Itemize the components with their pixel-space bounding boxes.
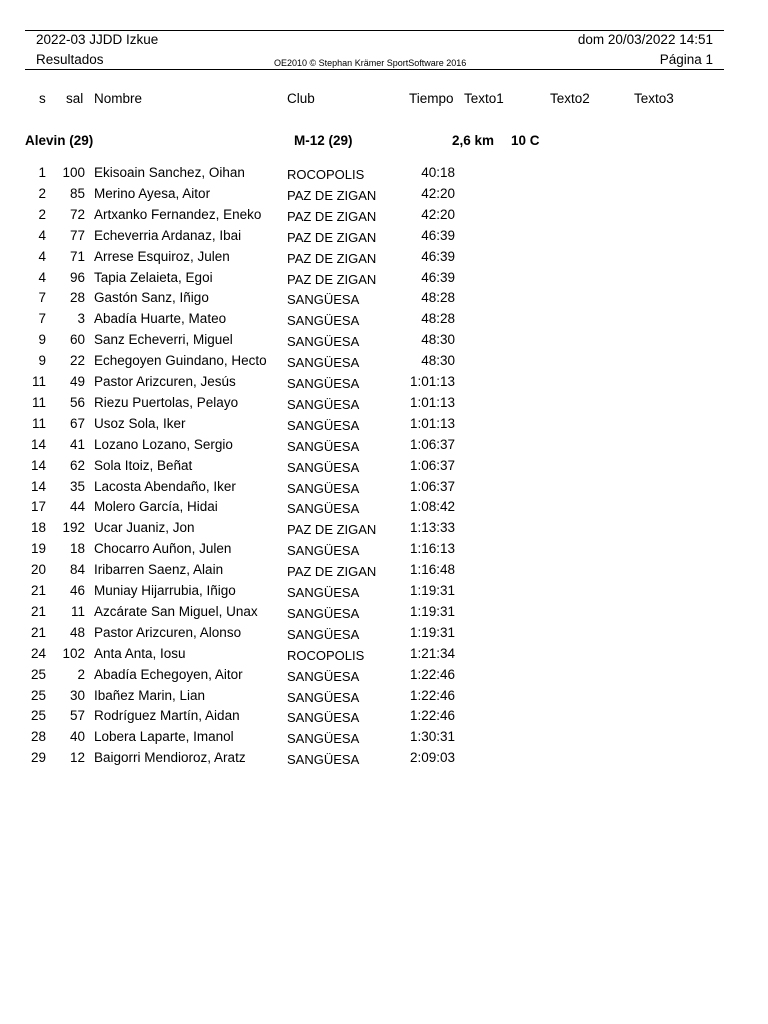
result-time: 1:06:37 [409,457,455,473]
col-time: Tiempo [409,91,454,106]
result-name: Baigorri Mendioroz, Aratz [94,750,246,766]
result-club: PAZ DE ZIGAN [287,271,377,287]
result-bib: 46 [69,583,85,598]
result-name: Iribarren Saenz, Alain [94,562,224,578]
result-name: Lacosta Abendaño, Iker [94,478,236,494]
result-place: 14 [30,436,46,452]
course-controls: 10 C [511,133,540,148]
table-row [0,309,768,330]
col-text2: Texto2 [550,91,590,106]
table-row [0,163,768,184]
header-bottom-rule [25,69,724,70]
result-club: PAZ DE ZIGAN [287,564,377,580]
result-bib: 72 [69,206,85,222]
result-bib: 28 [69,290,85,306]
result-bib: 41 [69,436,85,452]
software-credit: OE2010 © Stephan Krämer SportSoftware 2016 [274,58,467,68]
result-name: Ekisoain Sanchez, Oihan [94,165,245,180]
result-name: Riezu Puertolas, Pelayo [94,394,239,410]
result-name: Pastor Arizcuren, Jesús [94,374,236,389]
print-datetime: dom 20/03/2022 14:51 [577,32,713,47]
result-name: Sanz Echeverri, Miguel [94,332,233,348]
result-name: Muniay Hijarrubia, Iñigo [94,583,236,598]
table-row [0,414,768,435]
result-name: Echeverria Ardanaz, Ibai [94,227,242,243]
table-row [0,518,768,539]
result-name: Lozano Lozano, Sergio [94,436,233,452]
result-name: Gastón Sanz, Iñigo [94,290,209,306]
result-club: PAZ DE ZIGAN [287,229,377,245]
result-name: Abadía Huarte, Mateo [94,311,227,327]
result-club: SANGÜESA [287,438,360,454]
result-name: Artxanko Fernandez, Eneko [94,206,262,222]
result-place: 21 [30,583,46,598]
header-top-rule [25,30,724,31]
result-name: Ibañez Marin, Lian [94,687,206,703]
result-bib: 3 [77,311,85,327]
result-name: Anta Anta, Iosu [94,645,186,661]
result-place: 18 [30,520,46,536]
result-time: 42:20 [421,185,455,201]
result-club: SANGÜESA [287,605,360,621]
table-row [0,268,768,289]
result-club: PAZ DE ZIGAN [287,187,377,203]
result-time: 1:19:31 [409,583,455,598]
result-time: 42:20 [421,206,455,222]
result-club: SANGÜESA [287,396,360,412]
section-title: Resultados [36,52,104,67]
table-row [0,665,768,686]
result-place: 25 [30,708,46,724]
result-club: SANGÜESA [287,752,360,768]
result-name: Chocarro Auñon, Julen [94,541,232,557]
result-bib: 12 [69,750,85,766]
result-time: 1:22:46 [409,708,455,724]
result-name: Lobera Laparte, Imanol [94,729,234,745]
result-place: 11 [31,374,46,389]
table-row [0,727,768,748]
col-bib: sal [66,91,84,106]
result-place: 11 [31,415,46,431]
result-time: 1:08:42 [409,499,455,515]
result-time: 1:13:33 [409,520,455,536]
result-place: 24 [30,645,46,661]
col-name: Nombre [94,91,143,106]
result-place: 14 [30,457,46,473]
result-bib: 22 [69,353,85,369]
result-time: 1:16:13 [409,541,455,557]
result-time: 1:01:13 [409,415,455,431]
col-club: Club [287,91,315,106]
result-club: SANGÜESA [287,292,360,308]
result-name: Sola Itoiz, Beñat [94,457,193,473]
table-row [0,351,768,372]
result-place: 19 [30,541,46,557]
category-name: Alevin (29) [25,133,94,148]
table-row [0,602,768,623]
result-name: Ucar Juaniz, Jon [94,520,195,536]
result-bib: 62 [69,457,85,473]
result-time: 1:30:31 [409,729,455,745]
result-bib: 77 [69,227,85,243]
result-bib: 96 [69,269,85,285]
table-row [0,748,768,769]
result-time: 48:30 [421,332,455,348]
result-name: Pastor Arizcuren, Alonso [94,624,242,640]
table-row [0,539,768,560]
result-name: Molero García, Hidai [94,499,218,515]
result-bib: 35 [69,478,85,494]
result-club: SANGÜESA [287,376,360,391]
result-time: 2:09:03 [409,750,455,766]
result-bib: 100 [62,165,85,180]
result-bib: 2 [77,666,85,682]
result-time: 1:16:48 [409,562,455,578]
result-name: Arrese Esquiroz, Julen [94,248,230,264]
result-place: 4 [38,269,46,285]
result-place: 17 [30,499,46,515]
result-club: SANGÜESA [287,480,360,496]
result-bib: 60 [69,332,85,348]
result-club: SANGÜESA [287,710,360,726]
result-club: SANGÜESA [287,668,360,684]
result-place: 25 [30,687,46,703]
result-club: SANGÜESA [287,417,360,433]
result-time: 46:39 [421,269,455,285]
result-place: 2 [38,185,46,201]
table-row [0,497,768,518]
table-row [0,623,768,644]
result-club: SANGÜESA [287,313,360,329]
table-row [0,686,768,707]
result-club: ROCOPOLIS [287,647,365,663]
result-name: Rodríguez Martín, Aidan [94,708,240,724]
result-place: 1 [38,165,46,180]
table-row [0,184,768,205]
result-place: 4 [38,248,46,264]
table-row [0,706,768,727]
result-club: SANGÜESA [287,585,360,600]
result-bib: 18 [69,541,85,557]
result-name: Tapia Zelaieta, Egoi [94,269,213,285]
result-name: Usoz Sola, Iker [94,415,186,431]
course-distance: 2,6 km [452,133,495,148]
result-time: 1:06:37 [409,436,455,452]
result-place: 11 [31,394,46,410]
result-club: SANGÜESA [287,689,360,705]
result-place: 9 [38,332,46,348]
result-time: 1:01:13 [409,394,455,410]
course-name: M-12 (29) [294,133,353,148]
result-place: 29 [30,750,46,766]
result-club: SANGÜESA [287,459,360,475]
table-row [0,435,768,456]
result-place: 4 [38,227,46,243]
event-title: 2022-03 JJDD Izkue [36,32,159,47]
table-row [0,456,768,477]
result-place: 7 [38,311,46,327]
result-bib: 11 [70,603,85,619]
result-time: 1:01:13 [409,374,455,389]
table-row [0,288,768,309]
result-club: PAZ DE ZIGAN [287,522,377,538]
result-bib: 102 [62,645,85,661]
table-row [0,393,768,414]
table-row [0,330,768,351]
result-place: 21 [30,624,46,640]
result-bib: 84 [69,562,85,578]
result-time: 1:06:37 [409,478,455,494]
result-bib: 57 [69,708,85,724]
result-bib: 85 [69,185,85,201]
result-club: SANGÜESA [287,731,360,747]
page-number: Página 1 [659,52,713,67]
result-club: SANGÜESA [287,355,360,371]
result-club: SANGÜESA [287,501,360,517]
result-name: Echegoyen Guindano, Hecto [94,353,267,369]
result-bib: 49 [69,374,85,389]
result-bib: 44 [69,499,85,515]
result-club: PAZ DE ZIGAN [287,208,377,224]
result-time: 46:39 [421,227,455,243]
table-row [0,560,768,581]
result-place: 14 [30,478,46,494]
result-time: 48:30 [421,353,455,369]
result-club: SANGÜESA [287,543,360,559]
table-row [0,644,768,665]
table-row [0,477,768,498]
result-time: 48:28 [421,290,455,306]
table-row [0,581,768,602]
result-club: SANGÜESA [287,334,360,350]
result-bib: 40 [69,729,85,745]
result-bib: 56 [69,394,85,410]
result-bib: 48 [69,624,85,640]
col-text1: Texto1 [464,91,504,106]
result-time: 1:21:34 [409,645,455,661]
result-name: Merino Ayesa, Aitor [94,185,211,201]
result-bib: 192 [62,520,85,536]
result-place: 7 [38,290,46,306]
result-place: 20 [30,562,46,578]
result-bib: 67 [69,415,85,431]
result-place: 21 [30,603,46,619]
result-place: 9 [38,353,46,369]
table-row [0,247,768,268]
result-name: Abadía Echegoyen, Aitor [94,666,243,682]
result-time: 1:22:46 [409,687,455,703]
result-time: 48:28 [421,311,455,327]
result-time: 40:18 [421,165,455,180]
table-row [0,372,768,393]
result-name: Azcárate San Miguel, Unax [94,603,258,619]
result-bib: 71 [69,248,85,264]
result-club: PAZ DE ZIGAN [287,250,377,266]
result-place: 2 [38,206,46,222]
result-time: 1:19:31 [409,624,455,640]
result-time: 1:19:31 [409,603,455,619]
result-place: 28 [30,729,46,745]
table-row [0,226,768,247]
result-club: SANGÜESA [287,626,360,642]
col-place: s [39,91,46,106]
result-time: 1:22:46 [409,666,455,682]
result-bib: 30 [69,687,85,703]
col-text3: Texto3 [634,91,674,106]
result-time: 46:39 [421,248,455,264]
result-place: 25 [30,666,46,682]
result-club: ROCOPOLIS [287,167,365,182]
table-row [0,205,768,226]
